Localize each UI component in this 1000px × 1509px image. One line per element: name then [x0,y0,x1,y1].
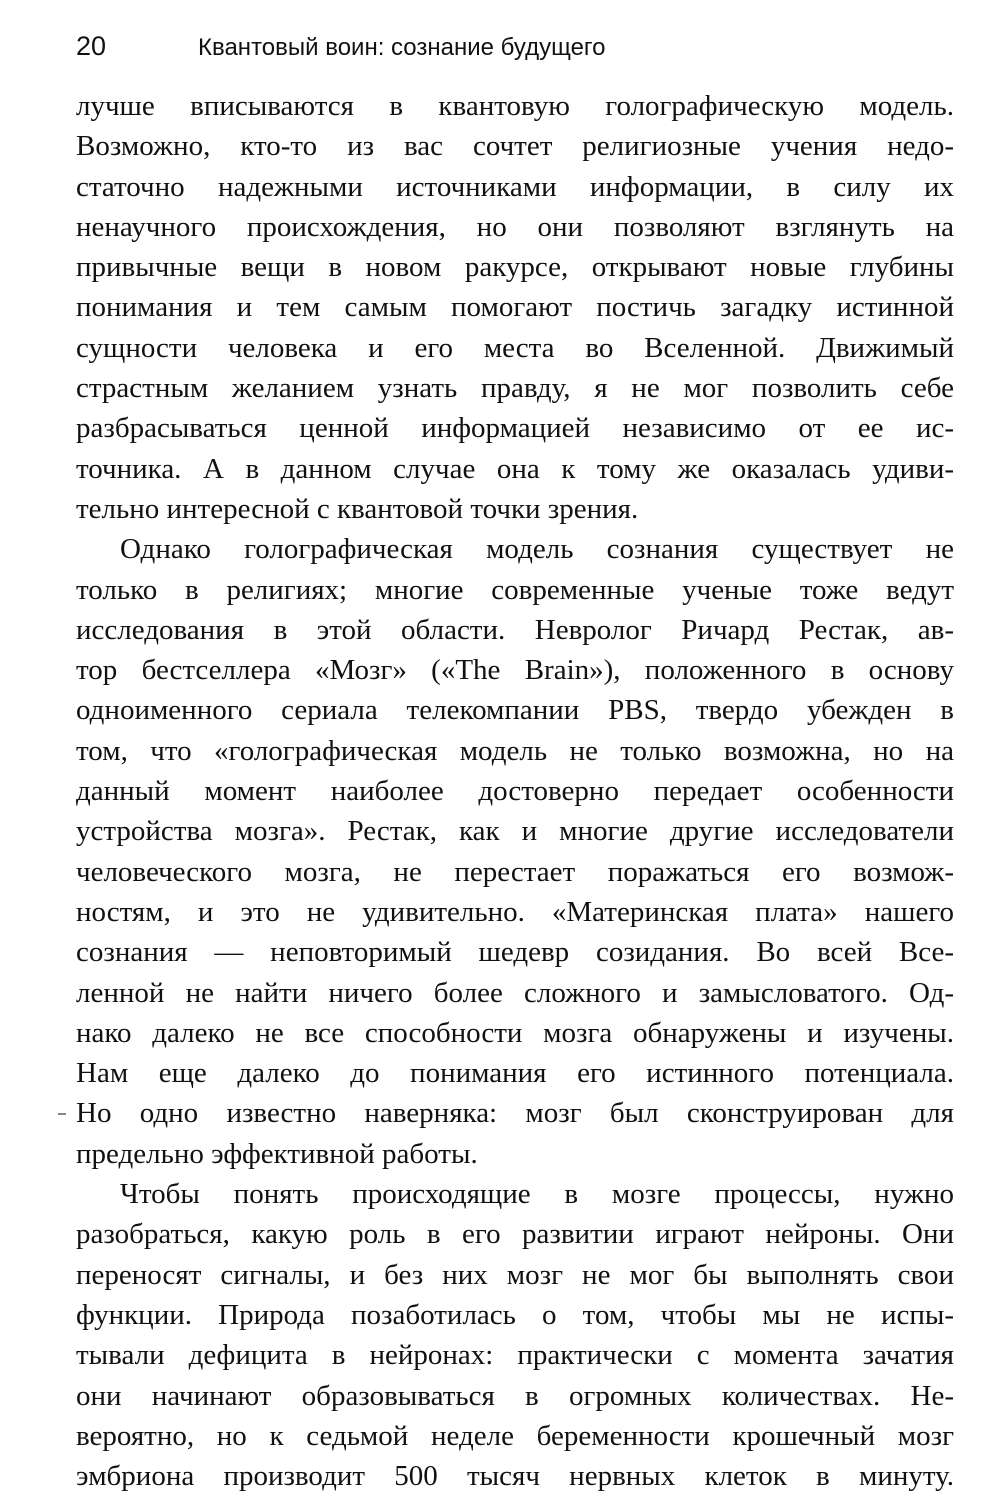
text-line: сознания — неповторимый шедевр созидания. Во всей Все- [76,936,954,969]
text-line: Возможно, кто-то из вас сочтет религиозные учения недо- [76,130,954,163]
text-line: понимания и тем самым помогают постичь загадку истинной [76,291,954,324]
text-line: Нам еще далеко до понимания его истинного потенциала. [76,1057,954,1090]
text-line: страстным желанием узнать правду, я не мог позволить себе [76,372,954,405]
text-line: вероятно, но к седьмой неделе беременности крошечный мозг [76,1419,954,1452]
text-line: точника. А в данном случае она к тому же оказалась удиви- [76,452,954,485]
page-number: 20 [76,31,107,61]
text-line: нако далеко не все способности мозга обнаружены и изучены. [76,1016,954,1049]
text-line: разобраться, какую роль в его развитии играют нейроны. Они [76,1218,954,1251]
text-line: Чтобы понять происходящие в мозге процессы, нужно [120,1178,954,1211]
text-line: тывали дефицита в нейронах: практически с момента зачатия [76,1339,954,1372]
paragraph-3 [76,1174,954,1496]
text-line: они начинают образовываться в огромных количествах. Не- [76,1379,954,1412]
running-head [76,26,956,66]
text-line: привычные вещи в новом ракурсе, открывают новые глубины [76,251,954,284]
text-line: разбрасываться ценной информацией независимо от ее ис- [76,412,954,445]
paragraph-1 [76,86,954,529]
text-line: том, что «голографическая модель не только возможна, но на [76,734,954,767]
text-line: ненаучного происхождения, но они позволяют взглянуть на [76,210,954,243]
running-title: Квантовый воин: сознание будущего [198,34,606,61]
text-line: Но одно известно наверняка: мозг был сконструирован для [76,1097,954,1130]
text-line: одноименного сериала телекомпании PBS, твердо убежден в [76,694,954,727]
paragraph-2 [76,529,954,1174]
text-line: предельно эффективной работы. [76,1137,478,1170]
text-line: данный момент наиболее достоверно передает особенности [76,775,954,808]
margin-mark [58,1113,66,1115]
text-line: сущности человека и его места во Вселенной. Движимый [76,331,954,364]
text-line: устройства мозга». Рестак, как и многие другие исследователи [76,815,954,848]
text-line: функции. Природа позаботилась о том, чтобы мы не испы- [76,1298,954,1331]
text-line: эмбриона производит 500 тысяч нервных клеток в минуту. [76,1460,954,1493]
text-line: Однако голографическая модель сознания существует не [120,533,954,566]
text-line: тельно интересной с квантовой точки зрения. [76,492,639,525]
body-text [76,86,954,1496]
text-line: ленной не найти ничего более сложного и замысловатого. Од- [76,976,954,1009]
text-line: ностям, и это не удивительно. «Материнская плата» нашего [76,895,954,928]
text-line: исследования в этой области. Невролог Ричард Рестак, ав- [76,613,954,646]
text-line: человеческого мозга, не перестает поражаться его возмож- [76,855,954,888]
text-line: статочно надежными источниками информации, в силу их [76,170,954,203]
text-line: тор бестселлера «Мозг» («The Brain»), положенного в основу [76,654,954,687]
text-line: переносят сигналы, и без них мозг не мог бы выполнять свои [76,1258,954,1291]
text-line: лучше вписываются в квантовую голографическую модель. [76,90,954,122]
text-line: только в религиях; многие современные ученые тоже ведут [76,573,954,606]
